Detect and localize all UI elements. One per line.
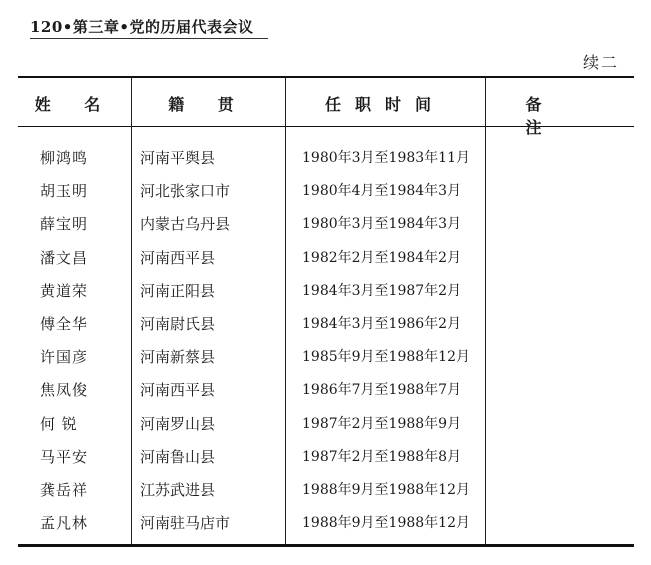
place-cell: 河南尉氏县 <box>140 315 216 333</box>
name-cell: 柳鸿鸣 <box>40 149 89 167</box>
place-cell: 河北张家口市 <box>140 182 231 200</box>
header-rule <box>30 38 268 39</box>
term-cell: 1988年9月至1988年12月 <box>302 482 470 498</box>
column-divider <box>131 78 132 544</box>
name-cell: 焦凤俊 <box>40 381 89 399</box>
page-header: 120•第三章•党的历届代表会议 <box>30 18 254 36</box>
column-divider <box>485 78 486 544</box>
table-bottom-rule <box>18 544 634 547</box>
place-cell: 江苏武进县 <box>140 481 216 499</box>
term-cell: 1988年9月至1988年12月 <box>302 515 470 531</box>
name-cell: 胡玉明 <box>40 182 89 200</box>
place-cell: 内蒙古乌丹县 <box>140 215 231 233</box>
term-cell: 1980年3月至1983年11月 <box>302 150 470 166</box>
name-cell: 许国彦 <box>40 348 89 366</box>
term-cell: 1982年2月至1984年2月 <box>302 250 462 266</box>
term-cell: 1980年4月至1984年3月 <box>302 183 462 199</box>
term-cell: 1984年3月至1987年2月 <box>302 283 462 299</box>
name-cell: 潘文昌 <box>40 249 89 267</box>
header-term: 任职时间 <box>324 95 445 114</box>
continued-label: 续二 <box>582 53 619 72</box>
name-cell: 龚岳祥 <box>40 481 89 499</box>
term-cell: 1980年3月至1984年3月 <box>302 216 462 232</box>
header-name: 姓 名 <box>34 95 115 114</box>
place-cell: 河南正阳县 <box>140 282 216 300</box>
place-cell: 河南西平县 <box>140 249 216 267</box>
place-cell: 河南平舆县 <box>140 149 216 167</box>
term-cell: 1984年3月至1986年2月 <box>302 316 462 332</box>
header-note: 备 注 <box>525 95 594 137</box>
place-cell: 河南鲁山县 <box>140 448 216 466</box>
column-divider <box>285 78 286 544</box>
place-cell: 河南罗山县 <box>140 415 216 433</box>
term-cell: 1986年7月至1988年7月 <box>302 382 462 398</box>
term-cell: 1987年2月至1988年9月 <box>302 416 462 432</box>
name-cell: 孟凡林 <box>40 514 89 532</box>
place-cell: 河南西平县 <box>140 381 216 399</box>
name-cell: 薛宝明 <box>40 215 89 233</box>
name-cell: 傅全华 <box>40 315 89 333</box>
term-cell: 1987年2月至1988年8月 <box>302 449 462 465</box>
name-cell: 何 锐 <box>40 415 78 433</box>
place-cell: 河南驻马店市 <box>140 514 231 532</box>
table-top-rule <box>18 76 634 78</box>
place-cell: 河南新蔡县 <box>140 348 216 366</box>
header-place: 籍 贯 <box>168 95 248 114</box>
name-cell: 黄道荣 <box>40 282 89 300</box>
name-cell: 马平安 <box>40 448 89 466</box>
term-cell: 1985年9月至1988年12月 <box>302 349 470 365</box>
